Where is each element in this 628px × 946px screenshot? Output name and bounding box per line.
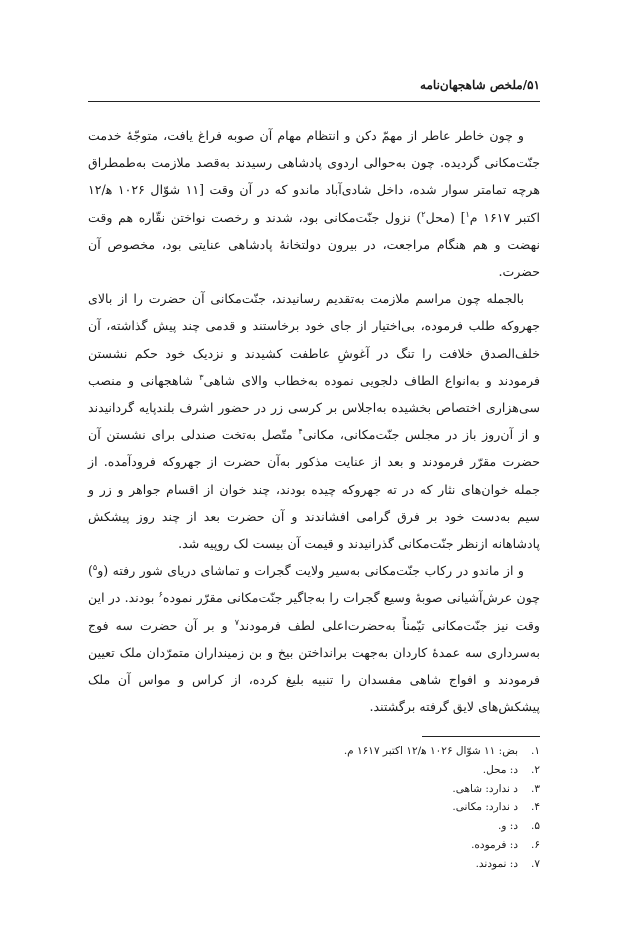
footnote-number: ۱. [531, 745, 540, 757]
footnote-text: د ندارد: مکانی. [452, 801, 518, 814]
footnote-marker[interactable]: ۵ [92, 563, 98, 573]
paragraph-text: و از ماندو در رکاب جنّت‌مکانی به‌سیر ولایت گجرات و تماشای دریای شور رفته (و [97, 563, 524, 579]
footnote-text: بض: ۱۱ شوّال ۱۰۲۶ ه‍/۱۲ اکتبر ۱۶۱۷ م. [343, 745, 518, 757]
footnote-text: د: فرموده. [471, 838, 518, 851]
footnote-item [88, 836, 540, 855]
footnote-number: ۴. [531, 801, 540, 814]
footnote-text: د: نمودند. [475, 857, 518, 870]
footnote-number: ۲. [531, 763, 540, 776]
footnote-marker[interactable]: ۶ [158, 590, 163, 600]
footnote-item [88, 855, 540, 874]
footnote-text: د: و. [498, 820, 518, 833]
footnote-marker[interactable]: ۷ [234, 617, 239, 627]
running-header: ۵۱/ملخص شاهجهان‌نامه [420, 78, 540, 92]
footnote-number: ۶. [531, 838, 540, 851]
paragraph-text: شاهجهانی و منصب سی‌هزاری اختصاص بخشیده به‌اجلاس بر کرسی زر در حضور اشرف بلندپایه گردانیدند و از آن‌روز باز در مجلس جنّت‌مکانی، مکانی [88, 372, 540, 443]
paragraph-text: و چون خاطر عاطر از مهمّ دکن و انتظام مهام آن صوبه فراغ یافت، متوجّهٔ خدمت جنّت‌مکانی گردیده. چون به‌حوالی اردوی پادشاهی رسیدند به‌قصد ملازمت به‌طمطراق هرچه تمامتر سوار شده، داخل شادی‌آباد ماندو که در آن وقت [۱۱ شوّال ۱۰۲۶ ه‍/۱۲ اکتبر ۱۶۱۷ م [88, 128, 541, 225]
footnote-text: د: محل. [482, 763, 518, 776]
footnote-item [88, 817, 540, 836]
footnote-number: ۳. [531, 782, 540, 795]
footnote-rule [422, 736, 540, 737]
footnote-text: د ندارد: شاهی. [452, 782, 518, 795]
footnote-number: ۵. [531, 820, 540, 833]
footnote-item [88, 780, 540, 799]
footnote-marker[interactable]: ۳ [199, 372, 204, 382]
footnote-item [88, 798, 540, 817]
body-paragraph [88, 557, 540, 720]
header-rule [88, 101, 540, 102]
paragraph-text: ] (محل [425, 209, 466, 225]
footnote-marker[interactable]: ۲ [421, 209, 426, 219]
footnotes-list [88, 742, 540, 874]
paragraph-text: بالجمله چون مراسم ملازمت به‌تقدیم رسانیدند، جنّت‌مکانی آن حضرت را از بالای جهروکه طلب فرموده، بی‌اختیار از جای خود برخاستند و قدمی چند پیش گذاشته، آن خلف‌الصدق خلافت را تنگ در آغوشِ عاطفت کشیدند و نزدیک خود حکم نشستن فرمودند و به‌انواع الطاف دلجویی نموده به‌خطاب والای شاهی [88, 291, 540, 388]
footnote-number: ۷. [531, 857, 540, 870]
footnote-marker[interactable]: ۱ [465, 209, 470, 219]
paragraph-text: متّصل به‌تخت صندلی برای نشستن آن حضرت مقرّر فرمودند و بعد از عنایت مذکور به‌آن حضرت از جهروکه فرودآمده. از جمله خوان‌های نثار که در ته جهروکه چیده بودند، چند خوان از اقسام جواهر و زر و سیم به‌دست خود بر فرق گرامی افشاندند و آن حضرت بعد از چند روز پیشکش پادشاهانه ازنظر جنّت‌مکانی گذرانیدند و قیمت آن بیست لک روپیه شد. [88, 427, 540, 552]
paragraph-text: ) چون عرش‌آشیانی صوبهٔ وسیع گجرات را به‌جاگیر جنّت‌مکانی مقرّر نموده [88, 563, 541, 606]
body-paragraph [88, 285, 540, 557]
paragraph-text: ) نزول جنّت‌مکانی بود، شدند و رخصت نواختن نقّاره هم وقت نهضت و هم هنگام مراجعت، در بیرون دولتخانهٔ پادشاهی عنایتی بود، مخصوص آن حضرت. [88, 209, 540, 280]
paragraph-text: بودند. در این وقت نیز جنّت‌مکانی تیّمناً به‌حضرت‌اعلی لطف فرمودند [88, 590, 540, 633]
footnote-item [88, 761, 540, 780]
footnote-item [88, 742, 540, 761]
paragraph-text: و بر آن حضرت سه فوج به‌سرداری سه عمدهٔ کاردان به‌جهت برانداختن بیخ و بن زمینداران متمرّدان ملک تعیین فرمودند و افواج شاهی مفسدان را تنبیه بلیغ کرده، از کراس و مواس آن ملک پیشکش‌های لایق گرفته برگشتند. [88, 617, 540, 715]
body-text [88, 122, 540, 720]
body-paragraph [88, 122, 540, 285]
footnote-marker[interactable]: ۴ [298, 427, 303, 437]
